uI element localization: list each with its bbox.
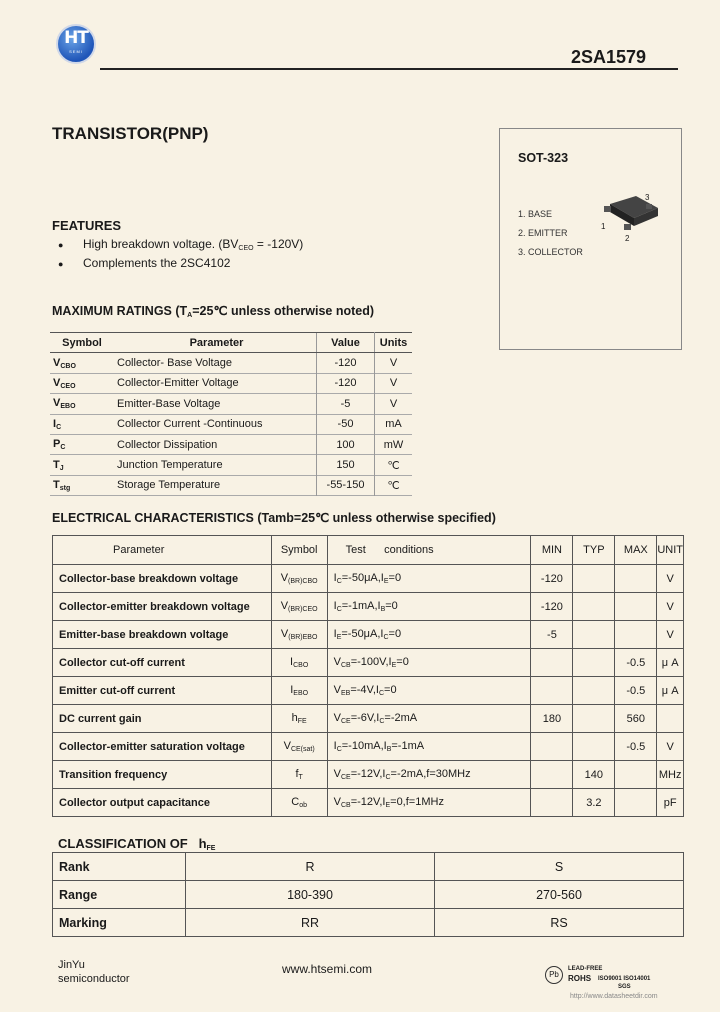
logo-text: HT	[64, 28, 88, 48]
condition-cell: $I_C=-50\mu A,I_E=0$	[327, 565, 531, 593]
condition-cell: $I_E=-50\mu A,I_C=0$	[327, 621, 531, 649]
unit-cell: V	[389, 357, 398, 370]
page-title: TRANSISTOR(PNP)	[52, 124, 209, 143]
pin-number-1: 1	[601, 222, 606, 231]
min-cell	[531, 789, 573, 817]
parameter-cell: Collector-base breakdown voltage	[53, 565, 272, 593]
col-header: MAX	[615, 536, 657, 565]
symbol-cell: $I_{CBO}$	[271, 649, 327, 677]
footer-company	[58, 958, 130, 986]
row-label: Range	[53, 881, 186, 909]
condition-cell: $V_{CB}=-12V,I_E=0,f=1MHz$	[327, 789, 531, 817]
cert-label: SGS	[618, 984, 631, 990]
cert-label: ISO9001 ISO14001	[598, 976, 651, 982]
feature-item: Complements the 2SC4102	[83, 256, 231, 270]
table-row	[50, 394, 412, 414]
col-header: Parameter	[53, 536, 272, 565]
col-header: Value	[317, 333, 375, 353]
typ-cell	[573, 649, 615, 677]
table-row	[50, 455, 412, 475]
table-header-row	[50, 333, 412, 353]
col-header: TYP	[573, 536, 615, 565]
symbol-cell: $h_{FE}$	[271, 705, 327, 733]
typ-cell	[573, 593, 615, 621]
condition-cell: $V_{CE}=-6V,I_C=-2mA$	[327, 705, 531, 733]
table-row	[53, 733, 684, 761]
value-cell: 100	[317, 434, 375, 454]
table-row	[50, 434, 412, 454]
min-cell	[531, 649, 573, 677]
symbol-cell: $V_{(BR)CBO}$	[271, 565, 327, 593]
watermark: http://www.datasheetdir.com	[570, 993, 658, 1000]
max-cell: -0.5	[615, 733, 657, 761]
typ-cell	[573, 565, 615, 593]
max-cell: -0.5	[615, 677, 657, 705]
parameter-cell: DC current gain	[53, 705, 272, 733]
parameter-cell: Junction Temperature	[117, 459, 223, 472]
parameter-cell: Emitter-Base Voltage	[117, 397, 221, 410]
min-cell: 180	[531, 705, 573, 733]
value-cell: -120	[317, 373, 375, 393]
symbol-cell: $V_{EBO}$	[53, 397, 76, 411]
col-header: Units	[375, 333, 413, 353]
unit-cell: μ A	[657, 649, 684, 677]
pin-number-3: 3	[645, 193, 650, 202]
classification-table	[52, 852, 684, 937]
value-cell: -120	[317, 353, 375, 373]
unit-cell: V	[389, 377, 398, 390]
unit-cell	[657, 705, 684, 733]
unit-cell: μ A	[657, 677, 684, 705]
max-cell	[615, 761, 657, 789]
table-row	[50, 353, 412, 373]
table-row	[53, 677, 684, 705]
max-cell	[615, 565, 657, 593]
col-header: MIN	[531, 536, 573, 565]
symbol-cell: $V_{(BR)CEO}$	[271, 593, 327, 621]
company-line: semiconductor	[58, 973, 130, 985]
condition-cell: $V_{EB}=-4V,I_C=0$	[327, 677, 531, 705]
typ-cell: 140	[573, 761, 615, 789]
unit-cell: V	[389, 397, 398, 410]
min-cell: -120	[531, 565, 573, 593]
feature-item: High breakdown voltage. $(BV_{CEO} = -120V)$	[83, 237, 304, 252]
parameter-cell: Storage Temperature	[117, 479, 221, 492]
row-label: Marking	[53, 909, 186, 937]
company-line: JinYu	[58, 959, 85, 971]
min-cell	[531, 733, 573, 761]
symbol-cell: $V_{CE(sat)}$	[271, 733, 327, 761]
bullet-icon: ●	[58, 259, 64, 269]
rank-r-cell: RR	[186, 909, 435, 937]
parameter-cell: Collector cut-off current	[53, 649, 272, 677]
unit-cell: mA	[385, 418, 402, 431]
table-header-row	[53, 536, 684, 565]
part-number: 2SA1579	[570, 47, 646, 67]
symbol-cell: $T_J$	[53, 458, 64, 472]
row-label: Rank	[53, 853, 186, 881]
max-cell: -0.5	[615, 649, 657, 677]
col-header: Parameter	[111, 333, 317, 353]
unit-cell: MHz	[657, 761, 684, 789]
table-row	[53, 705, 684, 733]
value-cell: -55-150	[317, 475, 375, 495]
table-row	[50, 414, 412, 434]
condition-cell: $I_C=-1mA,I_B=0$	[327, 593, 531, 621]
unit-cell: ℃	[387, 479, 400, 492]
col-header: Test conditions	[327, 536, 531, 565]
typ-cell	[573, 677, 615, 705]
pin-label-base: 1. BASE	[518, 209, 553, 219]
unit-cell: mW	[383, 438, 404, 451]
max-cell	[615, 621, 657, 649]
max-cell: 560	[615, 705, 657, 733]
rank-s-cell: RS	[435, 909, 684, 937]
parameter-cell: Collector-emitter breakdown voltage	[53, 593, 272, 621]
min-cell: -120	[531, 593, 573, 621]
table-row	[53, 789, 684, 817]
bullet-icon: ●	[58, 240, 64, 250]
unit-cell: V	[657, 733, 684, 761]
package-name: SOT-323	[518, 151, 569, 165]
cert-label: ROHS	[568, 974, 592, 983]
condition-cell: $V_{CB}=-100V,I_E=0$	[327, 649, 531, 677]
cert-label: LEAD-FREE	[568, 966, 603, 972]
rank-s-cell: S	[435, 853, 684, 881]
table-row	[53, 853, 684, 881]
pin-number-2: 2	[625, 234, 630, 243]
table-row	[53, 621, 684, 649]
logo-subtext: SEMI	[69, 49, 83, 54]
symbol-cell: $V_{CBO}$	[53, 356, 76, 370]
package-drawing-icon	[596, 190, 666, 242]
value-cell: -50	[317, 414, 375, 434]
symbol-cell: $V_{CEO}$	[53, 376, 76, 390]
unit-cell: V	[657, 593, 684, 621]
rank-r-cell: R	[186, 853, 435, 881]
table-row	[53, 649, 684, 677]
typ-cell: 3.2	[573, 789, 615, 817]
min-cell: -5	[531, 621, 573, 649]
parameter-cell: Collector-emitter saturation voltage	[53, 733, 272, 761]
electrical-table	[52, 535, 684, 817]
parameter-cell: Collector- Base Voltage	[117, 357, 232, 370]
parameter-cell: Emitter-base breakdown voltage	[53, 621, 272, 649]
max-cell	[615, 593, 657, 621]
features-title: FEATURES	[52, 218, 122, 233]
pin-label-collector: 3. COLLECTOR	[518, 247, 583, 257]
value-cell: 150	[317, 455, 375, 475]
header-divider	[100, 68, 678, 70]
col-header: Symbol	[50, 333, 111, 353]
table-row	[53, 565, 684, 593]
max-cell	[615, 789, 657, 817]
table-row	[53, 881, 684, 909]
electrical-title: ELECTRICAL CHARACTERISTICS (Tamb=25℃ unless otherwise specified)	[52, 511, 496, 525]
unit-cell: ℃	[387, 459, 400, 472]
symbol-cell: $V_{(BR)EBO}$	[271, 621, 327, 649]
min-cell	[531, 761, 573, 789]
table-row	[53, 761, 684, 789]
typ-cell	[573, 705, 615, 733]
parameter-cell: Transition frequency	[53, 761, 272, 789]
max-ratings-table	[50, 332, 412, 496]
min-cell	[531, 677, 573, 705]
symbol-cell: $I_C$	[53, 417, 62, 431]
typ-cell	[573, 621, 615, 649]
symbol-cell: $T_{stg}$	[53, 478, 71, 492]
parameter-cell: Collector Current -Continuous	[117, 418, 263, 431]
symbol-cell: $C_{ob}$	[271, 789, 327, 817]
col-header: UNIT	[657, 536, 684, 565]
unit-cell: V	[657, 621, 684, 649]
parameter-cell: Collector output capacitance	[53, 789, 272, 817]
classification-title: CLASSIFICATION OF $h_{FE}$	[58, 836, 216, 852]
max-ratings-title: MAXIMUM RATINGS ($T_A=25℃$ unless otherwise noted)	[52, 304, 375, 319]
rank-s-cell: 270-560	[435, 881, 684, 909]
symbol-cell: $f_T$	[271, 761, 327, 789]
parameter-cell: Collector-Emitter Voltage	[117, 377, 239, 390]
typ-cell	[573, 733, 615, 761]
col-header: Symbol	[271, 536, 327, 565]
condition-cell: $V_{CE}=-12V,I_C=-2mA,f=30MHz$	[327, 761, 531, 789]
table-row	[53, 593, 684, 621]
parameter-cell: Collector Dissipation	[117, 438, 218, 451]
pin-label-emitter: 2. EMITTER	[518, 228, 568, 238]
table-row	[53, 909, 684, 937]
symbol-cell: $I_{EBO}$	[271, 677, 327, 705]
symbol-cell: $P_C$	[53, 438, 66, 452]
value-cell: -5	[317, 394, 375, 414]
unit-cell: pF	[657, 789, 684, 817]
table-row	[50, 475, 412, 495]
table-row	[50, 373, 412, 393]
rank-r-cell: 180-390	[186, 881, 435, 909]
footer-url[interactable]: www.htsemi.com	[282, 962, 373, 976]
condition-cell: $I_C=-10mA,I_B=-1mA$	[327, 733, 531, 761]
parameter-cell: Emitter cut-off current	[53, 677, 272, 705]
unit-cell: V	[657, 565, 684, 593]
lead-free-icon: Pb	[545, 966, 563, 984]
